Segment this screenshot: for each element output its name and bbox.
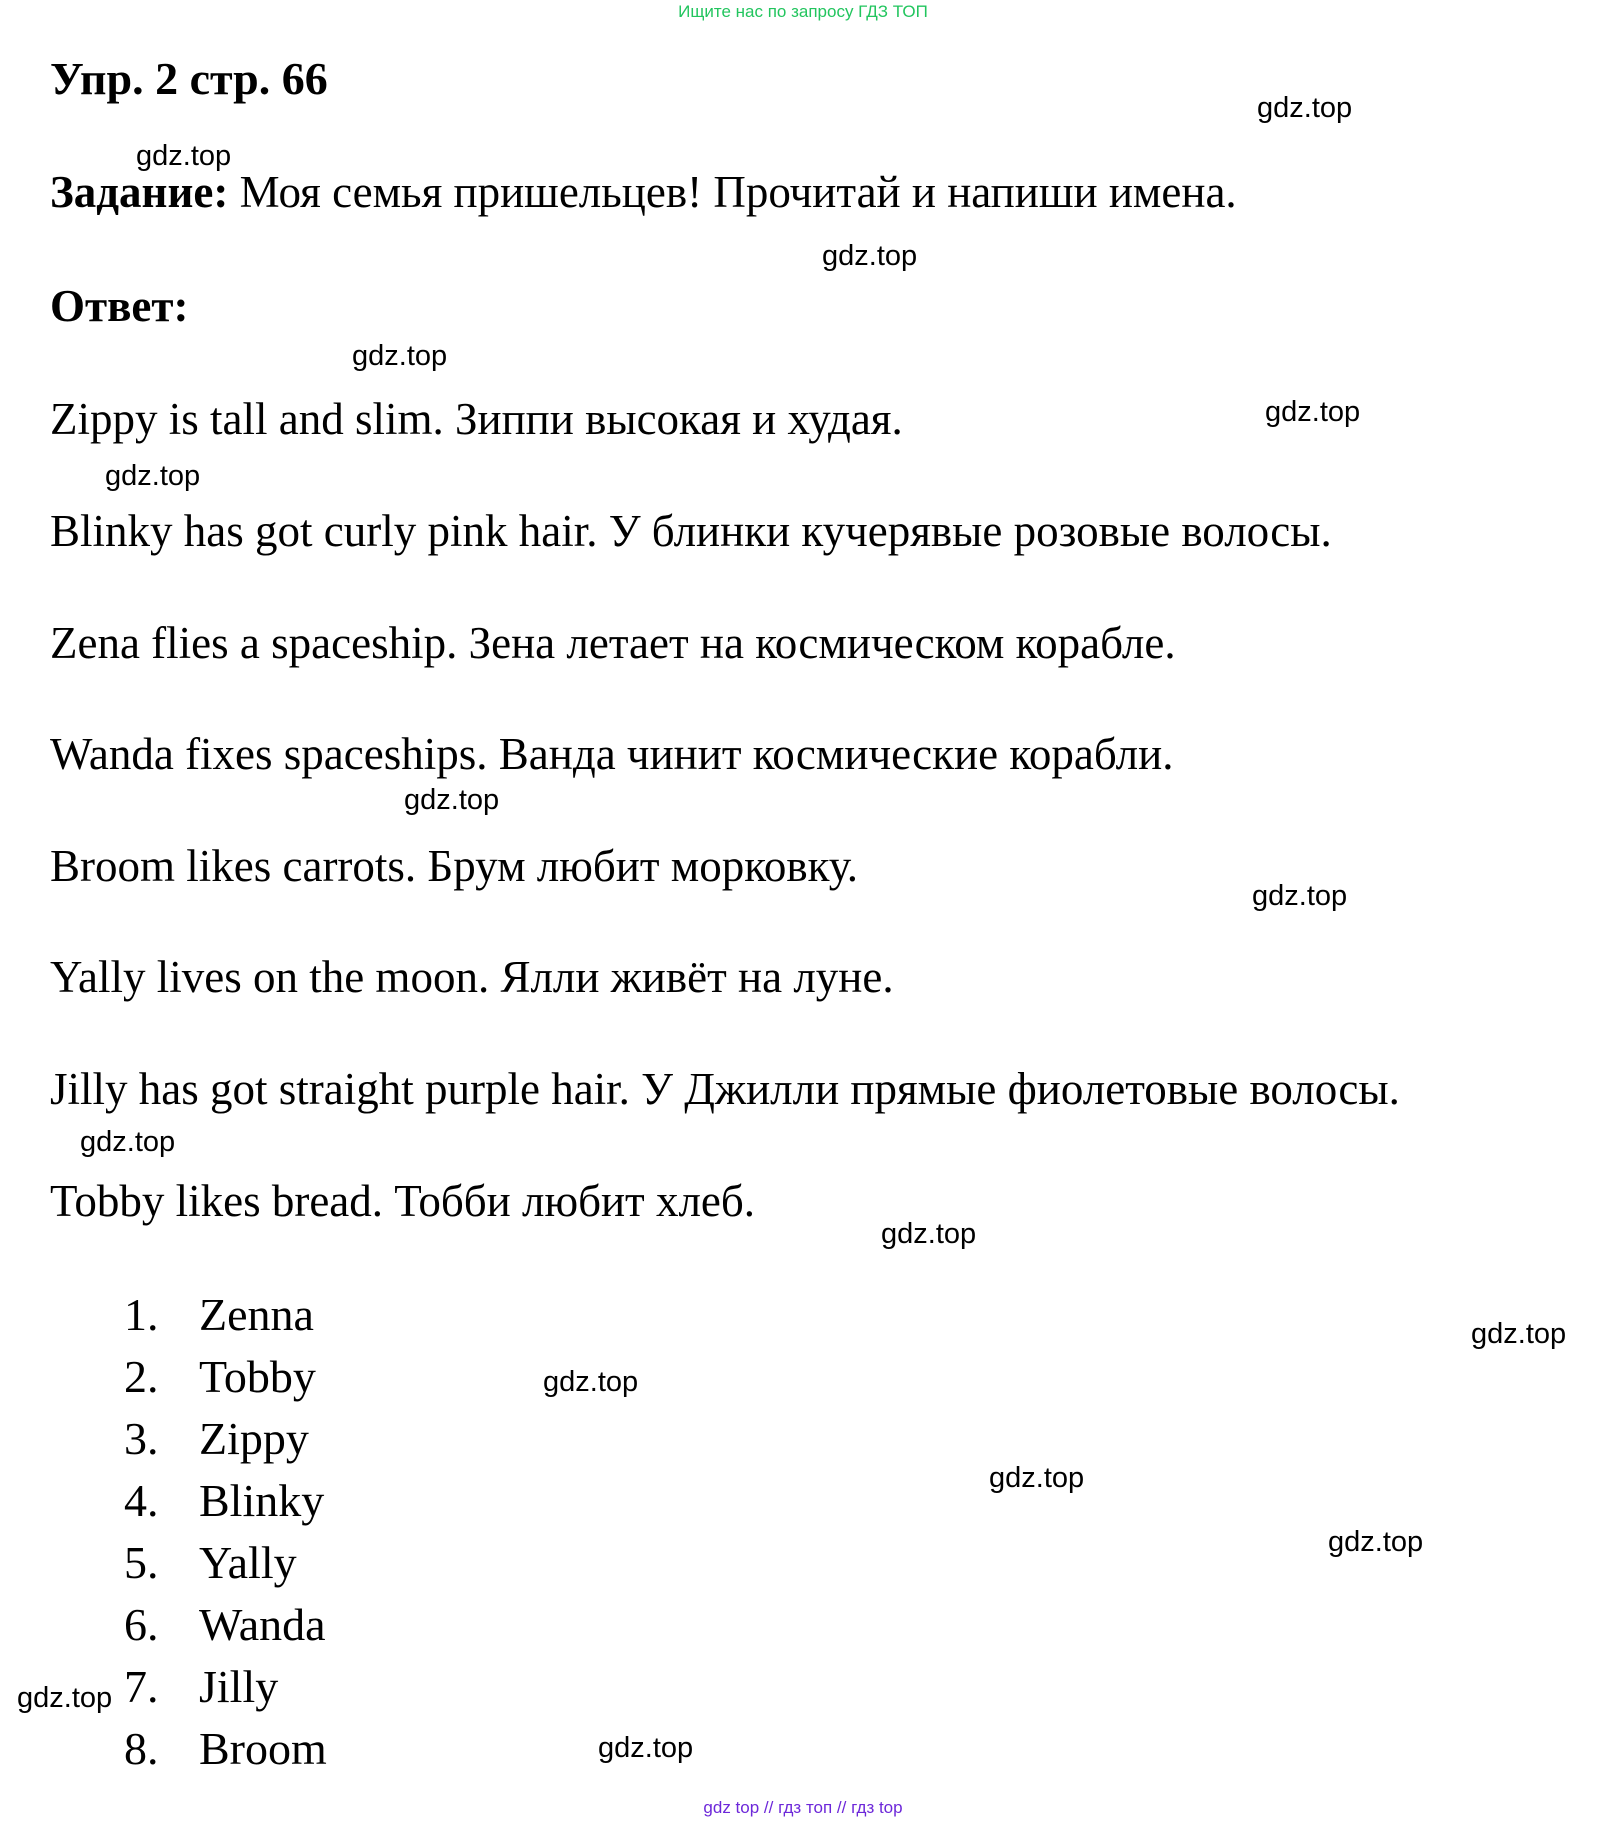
list-name: Jilly <box>199 1661 279 1712</box>
list-number: 5. <box>124 1537 159 1588</box>
watermark: gdz.top <box>1252 880 1348 912</box>
watermark: gdz.top <box>881 1218 977 1250</box>
list-name: Broom <box>199 1723 327 1774</box>
answer-label: Ответ: <box>50 281 189 331</box>
watermark: gdz.top <box>1257 92 1353 124</box>
sentence-zena: Zena flies a spaceship. Зена летает на космическом корабле. <box>50 618 1176 668</box>
sentence-wanda: Wanda fixes spaceships. Ванда чинит космические корабли. <box>50 729 1174 779</box>
list-name: Zenna <box>199 1289 314 1340</box>
sentence-broom: Broom likes carrots. Брум любит морковку. <box>50 841 859 891</box>
list-name: Blinky <box>199 1475 325 1526</box>
list-item <box>124 1284 327 1346</box>
list-item <box>124 1532 327 1594</box>
watermark: gdz.top <box>1265 396 1361 428</box>
page-title: Упр. 2 стр. 66 <box>50 53 328 104</box>
list-item <box>124 1594 327 1656</box>
list-item <box>124 1470 327 1532</box>
list-number: 7. <box>124 1661 159 1712</box>
list-item <box>124 1408 327 1470</box>
watermark: gdz.top <box>105 460 201 492</box>
watermark: gdz.top <box>598 1732 694 1764</box>
watermark: gdz.top <box>543 1366 639 1398</box>
list-number: 2. <box>124 1351 159 1402</box>
watermark: gdz.top <box>352 340 448 372</box>
sentence-yally: Yally lives on the moon. Ялли живёт на луне. <box>50 952 894 1002</box>
watermark: gdz.top <box>1471 1318 1567 1350</box>
list-name: Wanda <box>199 1599 326 1650</box>
list-number: 6. <box>124 1599 159 1650</box>
names-list <box>124 1284 327 1780</box>
sentence-zippy: Zippy is tall and slim. Зиппи высокая и худая. <box>50 394 903 444</box>
footer: gdz top // гдз топ // гдз top <box>703 1798 903 1817</box>
sentence-tobby: Tobby likes bread. Тобби любит хлеб. <box>50 1176 756 1226</box>
list-number: 8. <box>124 1723 159 1774</box>
list-number: 4. <box>124 1475 159 1526</box>
list-item <box>124 1346 327 1408</box>
list-name: Tobby <box>199 1351 316 1402</box>
sentence-jilly: Jilly has got straight purple hair. У Джилли прямые фиолетовые волосы. <box>50 1064 1400 1114</box>
task-label: Задание: <box>50 167 229 217</box>
watermark: gdz.top <box>989 1462 1085 1494</box>
task-line <box>50 166 1237 218</box>
watermark: gdz.top <box>1328 1526 1424 1558</box>
top-banner: Ищите нас по запросу ГДЗ ТОП <box>678 2 928 21</box>
list-item <box>124 1718 327 1780</box>
list-name: Yally <box>199 1537 297 1588</box>
list-number: 1. <box>124 1289 159 1340</box>
task-text: Моя семья пришельцев! Прочитай и напиши имена. <box>228 167 1237 217</box>
watermark: gdz.top <box>822 240 918 272</box>
sentence-blinky: Blinky has got curly pink hair. У блинки кучерявые розовые волосы. <box>50 506 1332 556</box>
watermark: gdz.top <box>80 1126 176 1158</box>
list-name: Zippy <box>199 1413 309 1464</box>
watermark: gdz.top <box>404 784 500 816</box>
list-item <box>124 1656 327 1718</box>
list-number: 3. <box>124 1413 159 1464</box>
watermark: gdz.top <box>136 140 232 172</box>
watermark: gdz.top <box>17 1682 113 1714</box>
